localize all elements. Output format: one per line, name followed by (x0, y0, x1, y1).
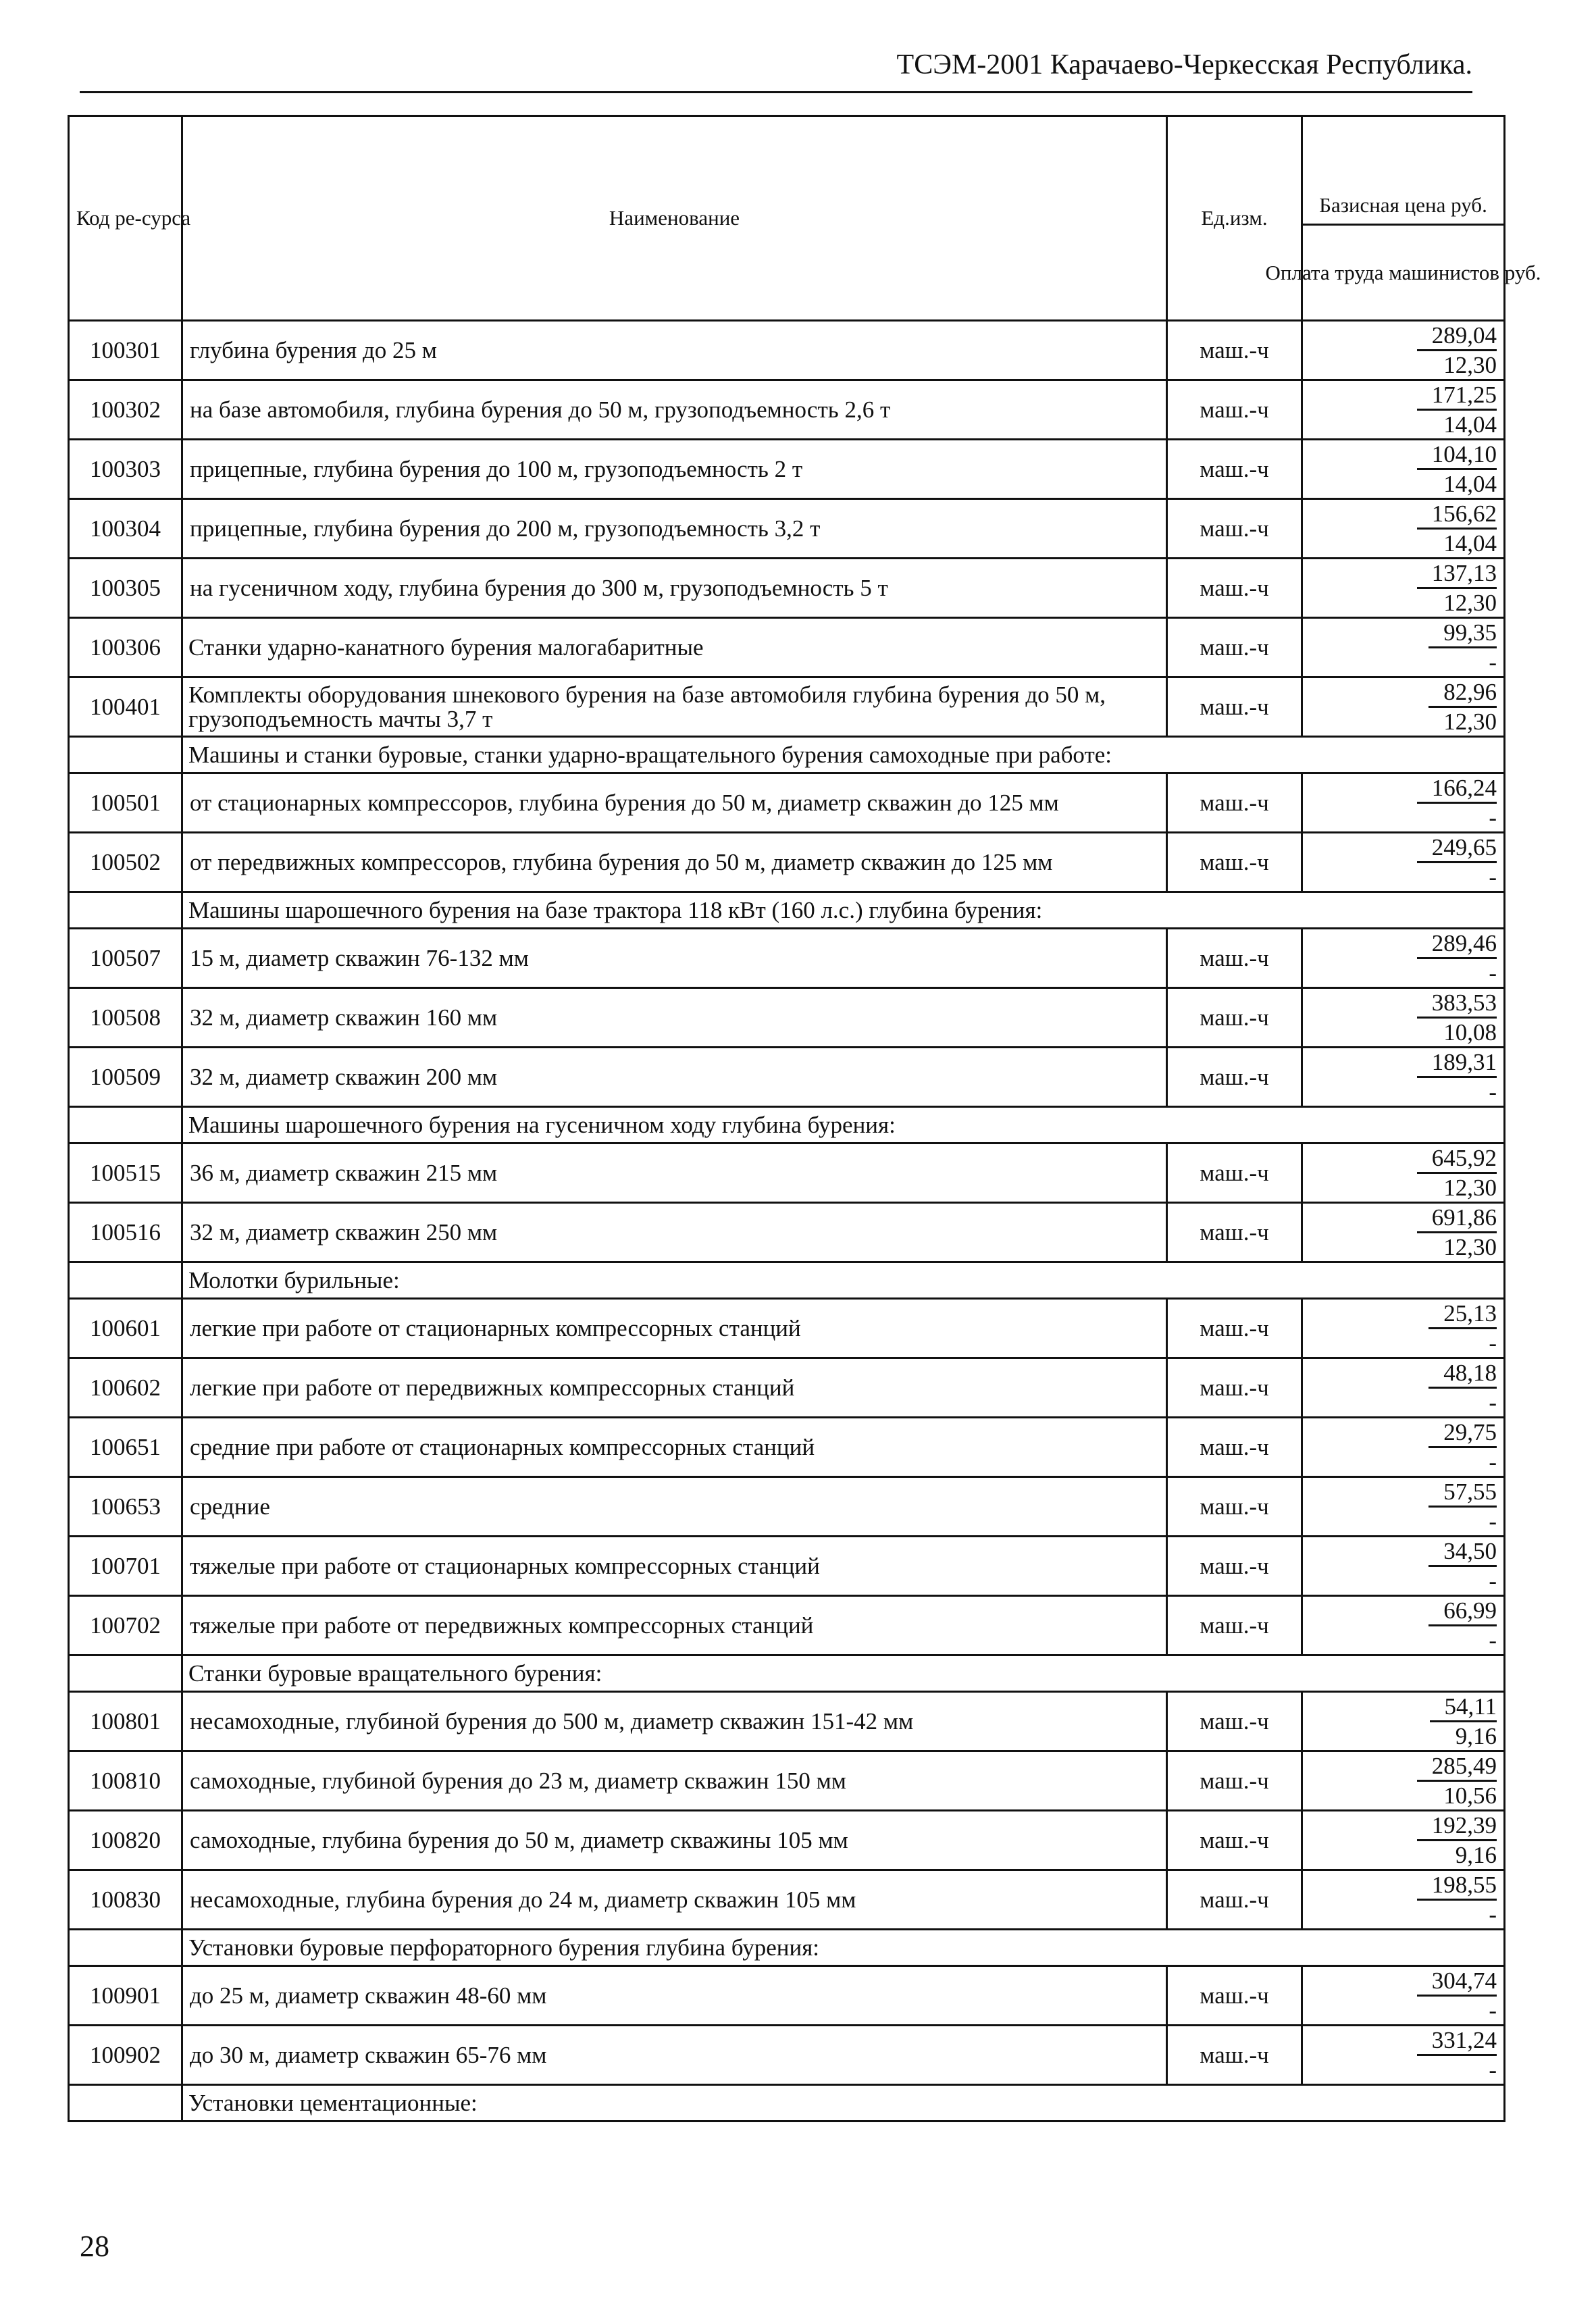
resource-code: 100304 (69, 499, 182, 559)
price-cell (1302, 499, 1505, 559)
price-cell (1302, 929, 1505, 988)
price-cell (1302, 1811, 1505, 1870)
operator-wage: - (1489, 804, 1497, 831)
resource-code: 100601 (69, 1299, 182, 1358)
operator-wage: - (1489, 1449, 1497, 1475)
resource-unit: маш.-ч (1167, 929, 1302, 988)
resource-unit: маш.-ч (1167, 833, 1302, 892)
table-row (69, 1418, 1505, 1477)
resource-code: 100303 (69, 440, 182, 499)
group-heading: Машины и станки буровые, станки ударно-вращательного бурения самоходные при работе: (182, 737, 1505, 773)
resource-unit: маш.-ч (1167, 2026, 1302, 2085)
resource-code: 100653 (69, 1477, 182, 1537)
base-price: 331,24 (1417, 2026, 1497, 2056)
resource-code: 100651 (69, 1418, 182, 1477)
operator-wage: - (1489, 1508, 1497, 1535)
resource-name: на базе автомобиля, глубина бурения до 50 м, грузоподъемность 2,6 т (182, 380, 1167, 440)
price-cell (1302, 1596, 1505, 1655)
table-row (69, 1811, 1505, 1870)
price-cell (1302, 677, 1505, 737)
base-price: 25,13 (1428, 1300, 1497, 1329)
table-row (69, 677, 1505, 737)
operator-wage: - (1489, 1627, 1497, 1653)
operator-wage: - (1489, 864, 1497, 890)
resource-code: 100302 (69, 380, 182, 440)
resource-name: Станки ударно-канатного бурения малогабаритные (182, 618, 1167, 677)
operator-wage: - (1489, 1079, 1497, 1105)
resource-unit: маш.-ч (1167, 440, 1302, 499)
resource-code: 100508 (69, 988, 182, 1048)
resource-name: 32 м, диаметр скважин 250 мм (182, 1203, 1167, 1262)
table-row (69, 1358, 1505, 1418)
resource-code: 100830 (69, 1870, 182, 1930)
table-row (69, 1477, 1505, 1537)
price-table (68, 115, 1541, 2122)
resource-name: средние (182, 1477, 1167, 1537)
price-cell (1302, 988, 1505, 1048)
base-price: 198,55 (1417, 1871, 1497, 1901)
base-price: 383,53 (1417, 989, 1497, 1019)
resource-code: 100306 (69, 618, 182, 677)
price-cell (1302, 1203, 1505, 1262)
price-cell (1302, 773, 1505, 833)
base-price: 289,46 (1417, 929, 1497, 959)
column-header-wage: Оплата труда машинистов руб. (1265, 260, 1541, 284)
group-heading: Станки буровые вращательного бурения: (182, 1655, 1505, 1692)
operator-wage: - (1489, 1330, 1497, 1356)
resource-code: 100509 (69, 1048, 182, 1107)
operator-wage: 12,30 (1443, 1234, 1497, 1260)
resource-name: 15 м, диаметр скважин 76-132 мм (182, 929, 1167, 988)
table-row (69, 1143, 1505, 1203)
resource-unit: маш.-ч (1167, 380, 1302, 440)
resource-name: самоходные, глубиной бурения до 23 м, диаметр скважин 150 мм (182, 1751, 1167, 1811)
price-cell (1302, 1418, 1505, 1477)
group-heading-row (69, 1655, 1505, 1692)
price-cell (1302, 833, 1505, 892)
group-heading-row (69, 1262, 1505, 1299)
base-price: 104,10 (1417, 440, 1497, 470)
price-cell (1302, 1358, 1505, 1418)
column-header-price-cell (1265, 116, 1541, 321)
table-row (69, 1966, 1505, 2026)
resource-unit: маш.-ч (1167, 677, 1302, 737)
base-price: 66,99 (1428, 1597, 1497, 1626)
resource-name: легкие при работе от передвижных компрессорных станций (182, 1358, 1167, 1418)
operator-wage: 9,16 (1455, 1842, 1497, 1868)
resource-code: 100801 (69, 1692, 182, 1751)
resource-unit: маш.-ч (1167, 1751, 1302, 1811)
price-cell (1302, 1299, 1505, 1358)
operator-wage: - (1489, 2057, 1497, 2083)
resource-name: до 25 м, диаметр скважин 48-60 мм (182, 1966, 1167, 2026)
operator-wage: - (1489, 1389, 1497, 1416)
resource-name: 36 м, диаметр скважин 215 мм (182, 1143, 1167, 1203)
base-price: 304,74 (1417, 1967, 1497, 1997)
price-header-split (1265, 117, 1541, 319)
base-price: 645,92 (1417, 1144, 1497, 1174)
resource-name: глубина бурения до 25 м (182, 321, 1167, 380)
price-cell (1302, 1143, 1505, 1203)
operator-wage: 10,56 (1443, 1782, 1497, 1809)
operator-wage: 12,30 (1443, 709, 1497, 735)
operator-wage: 12,30 (1443, 352, 1497, 378)
group-heading: Молотки бурильные: (182, 1262, 1505, 1299)
resource-name: на гусеничном ходу, глубина бурения до 300 м, грузоподъемность 5 т (182, 559, 1167, 618)
operator-wage: 12,30 (1443, 1175, 1497, 1201)
resource-code: 100301 (69, 321, 182, 380)
resource-name: до 30 м, диаметр скважин 65-76 мм (182, 2026, 1167, 2085)
price-cell (1302, 559, 1505, 618)
operator-wage: - (1489, 649, 1497, 675)
base-price: 34,50 (1428, 1537, 1497, 1567)
price-cell (1302, 1048, 1505, 1107)
resource-unit: маш.-ч (1167, 773, 1302, 833)
group-heading: Машины шарошечного бурения на гусеничном ходу глубина бурения: (182, 1107, 1505, 1143)
operator-wage: 12,30 (1443, 590, 1497, 616)
operator-wage: - (1489, 1568, 1497, 1594)
resource-unit: маш.-ч (1167, 1358, 1302, 1418)
base-price: 137,13 (1417, 559, 1497, 589)
group-heading: Установки цементационные: (182, 2085, 1505, 2122)
group-code-cell (69, 892, 182, 929)
price-cell (1302, 1966, 1505, 2026)
resource-code: 100701 (69, 1537, 182, 1596)
resource-code: 100602 (69, 1358, 182, 1418)
operator-wage: 14,04 (1443, 530, 1497, 557)
resource-unit: маш.-ч (1167, 1048, 1302, 1107)
base-price: 54,11 (1430, 1693, 1497, 1722)
table-row (69, 1048, 1505, 1107)
price-cell (1302, 1751, 1505, 1811)
table-body (69, 116, 1541, 2122)
table-row (69, 929, 1505, 988)
column-header-unit: Ед.изм. (1167, 116, 1302, 321)
group-heading-row (69, 892, 1505, 929)
resource-name: самоходные, глубина бурения до 50 м, диаметр скважины 105 мм (182, 1811, 1167, 1870)
base-price: 99,35 (1428, 619, 1497, 648)
resource-unit: маш.-ч (1167, 559, 1302, 618)
price-cell (1302, 380, 1505, 440)
group-code-cell (69, 1262, 182, 1299)
resource-name: несамоходные, глубиной бурения до 500 м, диаметр скважин 151-42 мм (182, 1692, 1167, 1751)
resource-code: 100516 (69, 1203, 182, 1262)
base-price: 192,39 (1417, 1811, 1497, 1841)
table-row (69, 1751, 1505, 1811)
table-row (69, 2026, 1505, 2085)
resource-name: легкие при работе от стационарных компрессорных станций (182, 1299, 1167, 1358)
resource-unit: маш.-ч (1167, 1203, 1302, 1262)
base-price: 57,55 (1428, 1478, 1497, 1508)
page-number: 28 (80, 2230, 109, 2263)
table-header-row (69, 116, 1505, 321)
operator-wage: 9,16 (1455, 1723, 1497, 1749)
base-price: 249,65 (1417, 833, 1497, 863)
group-code-cell (69, 1930, 182, 1966)
operator-wage: - (1489, 1997, 1497, 2024)
resource-name: от стационарных компрессоров, глубина бурения до 50 м, диаметр скважин до 125 мм (182, 773, 1167, 833)
group-code-cell (69, 1107, 182, 1143)
price-cell (1302, 1537, 1505, 1596)
group-heading-row (69, 1930, 1505, 1966)
base-price: 156,62 (1417, 500, 1497, 530)
base-price: 289,04 (1417, 322, 1497, 351)
resource-code: 100401 (69, 677, 182, 737)
table-row (69, 380, 1505, 440)
resource-name: от передвижных компрессоров, глубина бурения до 50 м, диаметр скважин до 125 мм (182, 833, 1167, 892)
base-price: 691,86 (1417, 1204, 1497, 1233)
base-price: 48,18 (1428, 1359, 1497, 1389)
group-code-cell (69, 2085, 182, 2122)
table-row (69, 618, 1505, 677)
group-heading-row (69, 2085, 1505, 2122)
resource-unit: маш.-ч (1167, 1966, 1302, 2026)
group-code-cell (69, 737, 182, 773)
resource-unit: маш.-ч (1167, 499, 1302, 559)
group-heading: Машины шарошечного бурения на базе трактора 118 кВт (160 л.с.) глубина бурения: (182, 892, 1505, 929)
price-cell (1302, 1870, 1505, 1930)
column-header-price: Базисная цена руб. (1303, 117, 1503, 226)
base-price: 285,49 (1417, 1752, 1497, 1782)
table-row (69, 1537, 1505, 1596)
operator-wage: 14,04 (1443, 411, 1497, 438)
resource-unit: маш.-ч (1167, 1596, 1302, 1655)
resource-code: 100902 (69, 2026, 182, 2085)
resource-unit: маш.-ч (1167, 1811, 1302, 1870)
resource-name: 32 м, диаметр скважин 200 мм (182, 1048, 1167, 1107)
table-row (69, 988, 1505, 1048)
operator-wage: 10,08 (1443, 1019, 1497, 1046)
price-cell (1302, 1477, 1505, 1537)
table-row (69, 1692, 1505, 1751)
resource-code: 100515 (69, 1143, 182, 1203)
resource-name: средние при работе от стационарных компрессорных станций (182, 1418, 1167, 1477)
price-cell (1302, 618, 1505, 677)
base-price: 82,96 (1428, 678, 1497, 708)
base-price: 189,31 (1417, 1048, 1497, 1078)
resource-code: 100901 (69, 1966, 182, 2026)
resource-unit: маш.-ч (1167, 1143, 1302, 1203)
operator-wage: - (1489, 1901, 1497, 1928)
price-cell (1302, 440, 1505, 499)
resource-unit: маш.-ч (1167, 988, 1302, 1048)
resource-unit: маш.-ч (1167, 1870, 1302, 1930)
header-rule (80, 91, 1472, 93)
resource-code: 100305 (69, 559, 182, 618)
resource-name: 32 м, диаметр скважин 160 мм (182, 988, 1167, 1048)
group-heading-row (69, 737, 1505, 773)
resource-unit: маш.-ч (1167, 321, 1302, 380)
resource-code: 100810 (69, 1751, 182, 1811)
table-row (69, 499, 1505, 559)
base-price: 29,75 (1428, 1418, 1497, 1448)
price-cell (1302, 2026, 1505, 2085)
column-header-code: Код ре-сурса (69, 116, 182, 321)
resource-name: тяжелые при работе от передвижных компрессорных станций (182, 1596, 1167, 1655)
resource-code: 100507 (69, 929, 182, 988)
resource-name: Комплекты оборудования шнекового бурения на базе автомобиля глубина бурения до 50 м, грузоподъемность мачты 3,7 т (182, 677, 1167, 737)
resource-code: 100820 (69, 1811, 182, 1870)
table-row (69, 1299, 1505, 1358)
column-header-name: Наименование (182, 116, 1167, 321)
resource-unit: маш.-ч (1167, 1418, 1302, 1477)
base-price: 166,24 (1417, 774, 1497, 804)
resource-unit: маш.-ч (1167, 1477, 1302, 1537)
resource-code: 100502 (69, 833, 182, 892)
table-row (69, 773, 1505, 833)
table-row (69, 833, 1505, 892)
group-heading-row (69, 1107, 1505, 1143)
resource-name: прицепные, глубина бурения до 200 м, грузоподъемность 3,2 т (182, 499, 1167, 559)
resource-unit: маш.-ч (1167, 1299, 1302, 1358)
resource-name: тяжелые при работе от стационарных компрессорных станций (182, 1537, 1167, 1596)
resource-unit: маш.-ч (1167, 618, 1302, 677)
resource-name: прицепные, глубина бурения до 100 м, грузоподъемность 2 т (182, 440, 1167, 499)
price-cell (1302, 1692, 1505, 1751)
table-row (69, 440, 1505, 499)
group-code-cell (69, 1655, 182, 1692)
table-row (69, 1203, 1505, 1262)
resource-unit: маш.-ч (1167, 1692, 1302, 1751)
price-cell (1302, 321, 1505, 380)
table-row (69, 559, 1505, 618)
table-row (69, 321, 1505, 380)
operator-wage: - (1489, 960, 1497, 986)
resource-unit: маш.-ч (1167, 1537, 1302, 1596)
group-heading: Установки буровые перфораторного бурения глубина бурения: (182, 1930, 1505, 1966)
base-price: 171,25 (1417, 381, 1497, 411)
resource-code: 100702 (69, 1596, 182, 1655)
table-row (69, 1870, 1505, 1930)
page-header-title: ТСЭМ-2001 Карачаево-Черкесская Республика. (896, 49, 1472, 80)
table-row (69, 1596, 1505, 1655)
operator-wage: 14,04 (1443, 471, 1497, 497)
resource-name: несамоходные, глубина бурения до 24 м, диаметр скважин 105 мм (182, 1870, 1167, 1930)
resource-code: 100501 (69, 773, 182, 833)
